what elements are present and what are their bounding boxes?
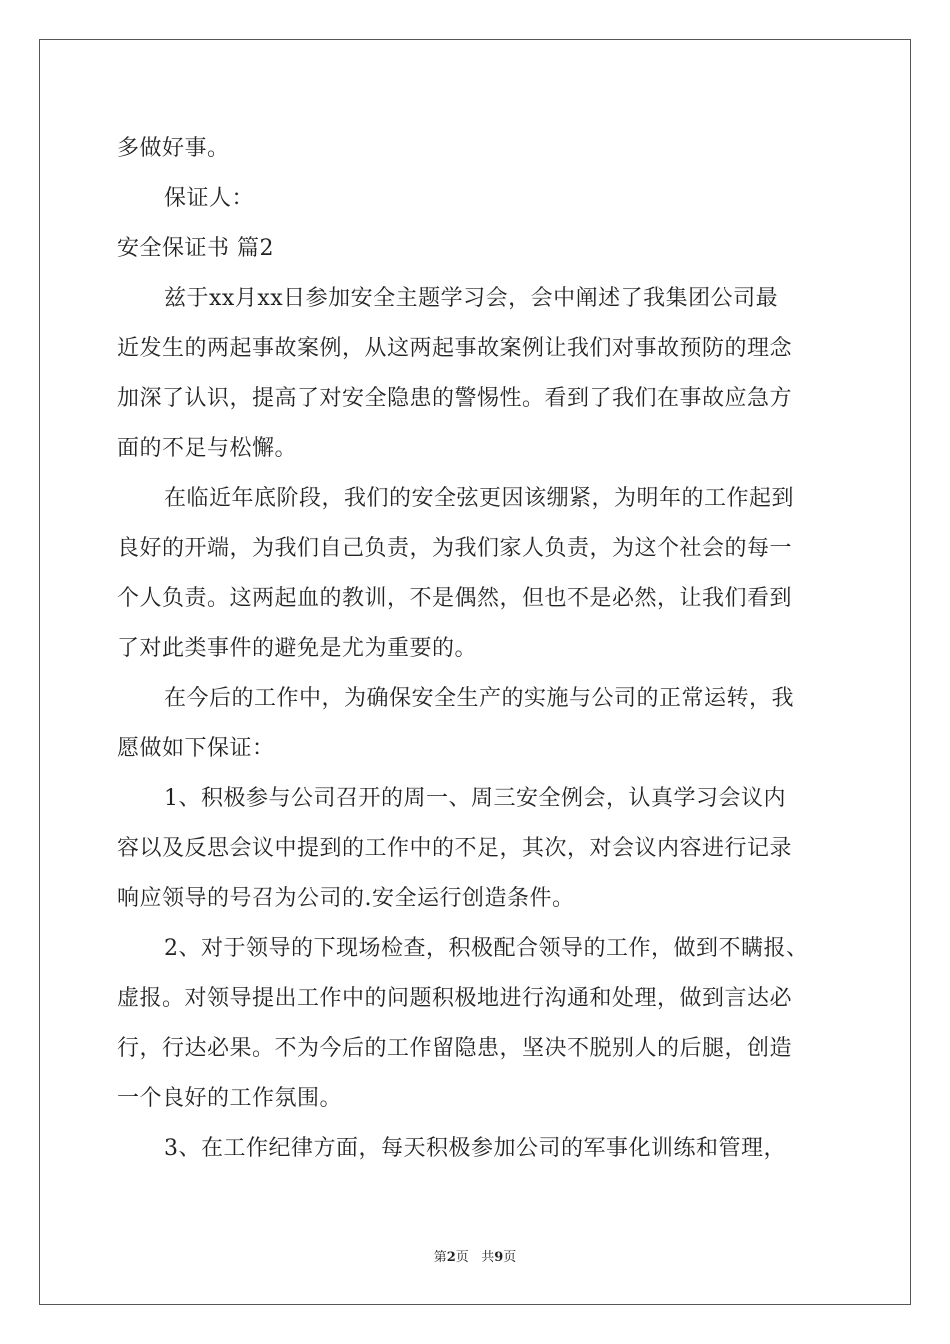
text-line: 加深了认识，提高了对安全隐患的警惕性。看到了我们在事故应急方 (117, 386, 793, 411)
total-pages: 9 (494, 1250, 504, 1265)
footer-prefix: 第 (433, 1250, 447, 1265)
document-body (117, 124, 857, 1174)
text-line: 近发生的两起事故案例，从这两起事故案例让我们对事故预防的理念 (117, 336, 793, 361)
text-line: 愿做如下保证： (117, 736, 275, 761)
page-number: 2 (446, 1250, 456, 1265)
text-line: 容以及反思会议中提到的工作中的不足，其次，对会议内容进行记录 (117, 836, 793, 861)
text-line: 了对此类事件的避免是尤为重要的。 (117, 636, 478, 661)
text-line: 2、对于领导的下现场检查，积极配合领导的工作，做到不瞒报、 (164, 936, 809, 961)
text-line: 多做好事。 (117, 136, 230, 161)
page-footer (0, 1246, 950, 1265)
text-line: 面的不足与松懈。 (117, 436, 298, 461)
footer-total-prefix: 共 (481, 1250, 495, 1265)
text-line: 响应领导的号召为公司的.安全运行创造条件。 (117, 886, 575, 911)
text-line: 在临近年底阶段，我们的安全弦更因该绷紧，为明年的工作起到 (164, 486, 795, 511)
section-heading: 安全保证书 篇2 (117, 236, 274, 261)
text-line: 兹于xx月xx日参加安全主题学习会，会中阐述了我集团公司最 (164, 286, 779, 311)
text-line: 在今后的工作中，为确保安全生产的实施与公司的正常运转，我 (164, 686, 795, 711)
text-line: 3、在工作纪律方面，每天积极参加公司的军事化训练和管理， (164, 1136, 786, 1161)
text-line: 一个良好的工作氛围。 (117, 1086, 343, 1111)
text-line: 保证人： (164, 186, 255, 211)
text-line: 1、积极参与公司召开的周一、周三安全例会，认真学习会议内 (164, 786, 786, 811)
footer-total-suffix: 页 (503, 1250, 517, 1265)
text-line: 虚报。对领导提出工作中的问题积极地进行沟通和处理，做到言达必 (117, 986, 793, 1011)
text-line: 良好的开端，为我们自己负责，为我们家人负责，为这个社会的每一 (117, 536, 793, 561)
footer-page-suffix: 页 (455, 1250, 469, 1265)
text-line: 个人负责。这两起血的教训，不是偶然，但也不是必然，让我们看到 (117, 586, 793, 611)
text-line: 行，行达必果。不为今后的工作留隐患，坚决不脱别人的后腿，创造 (117, 1036, 793, 1061)
